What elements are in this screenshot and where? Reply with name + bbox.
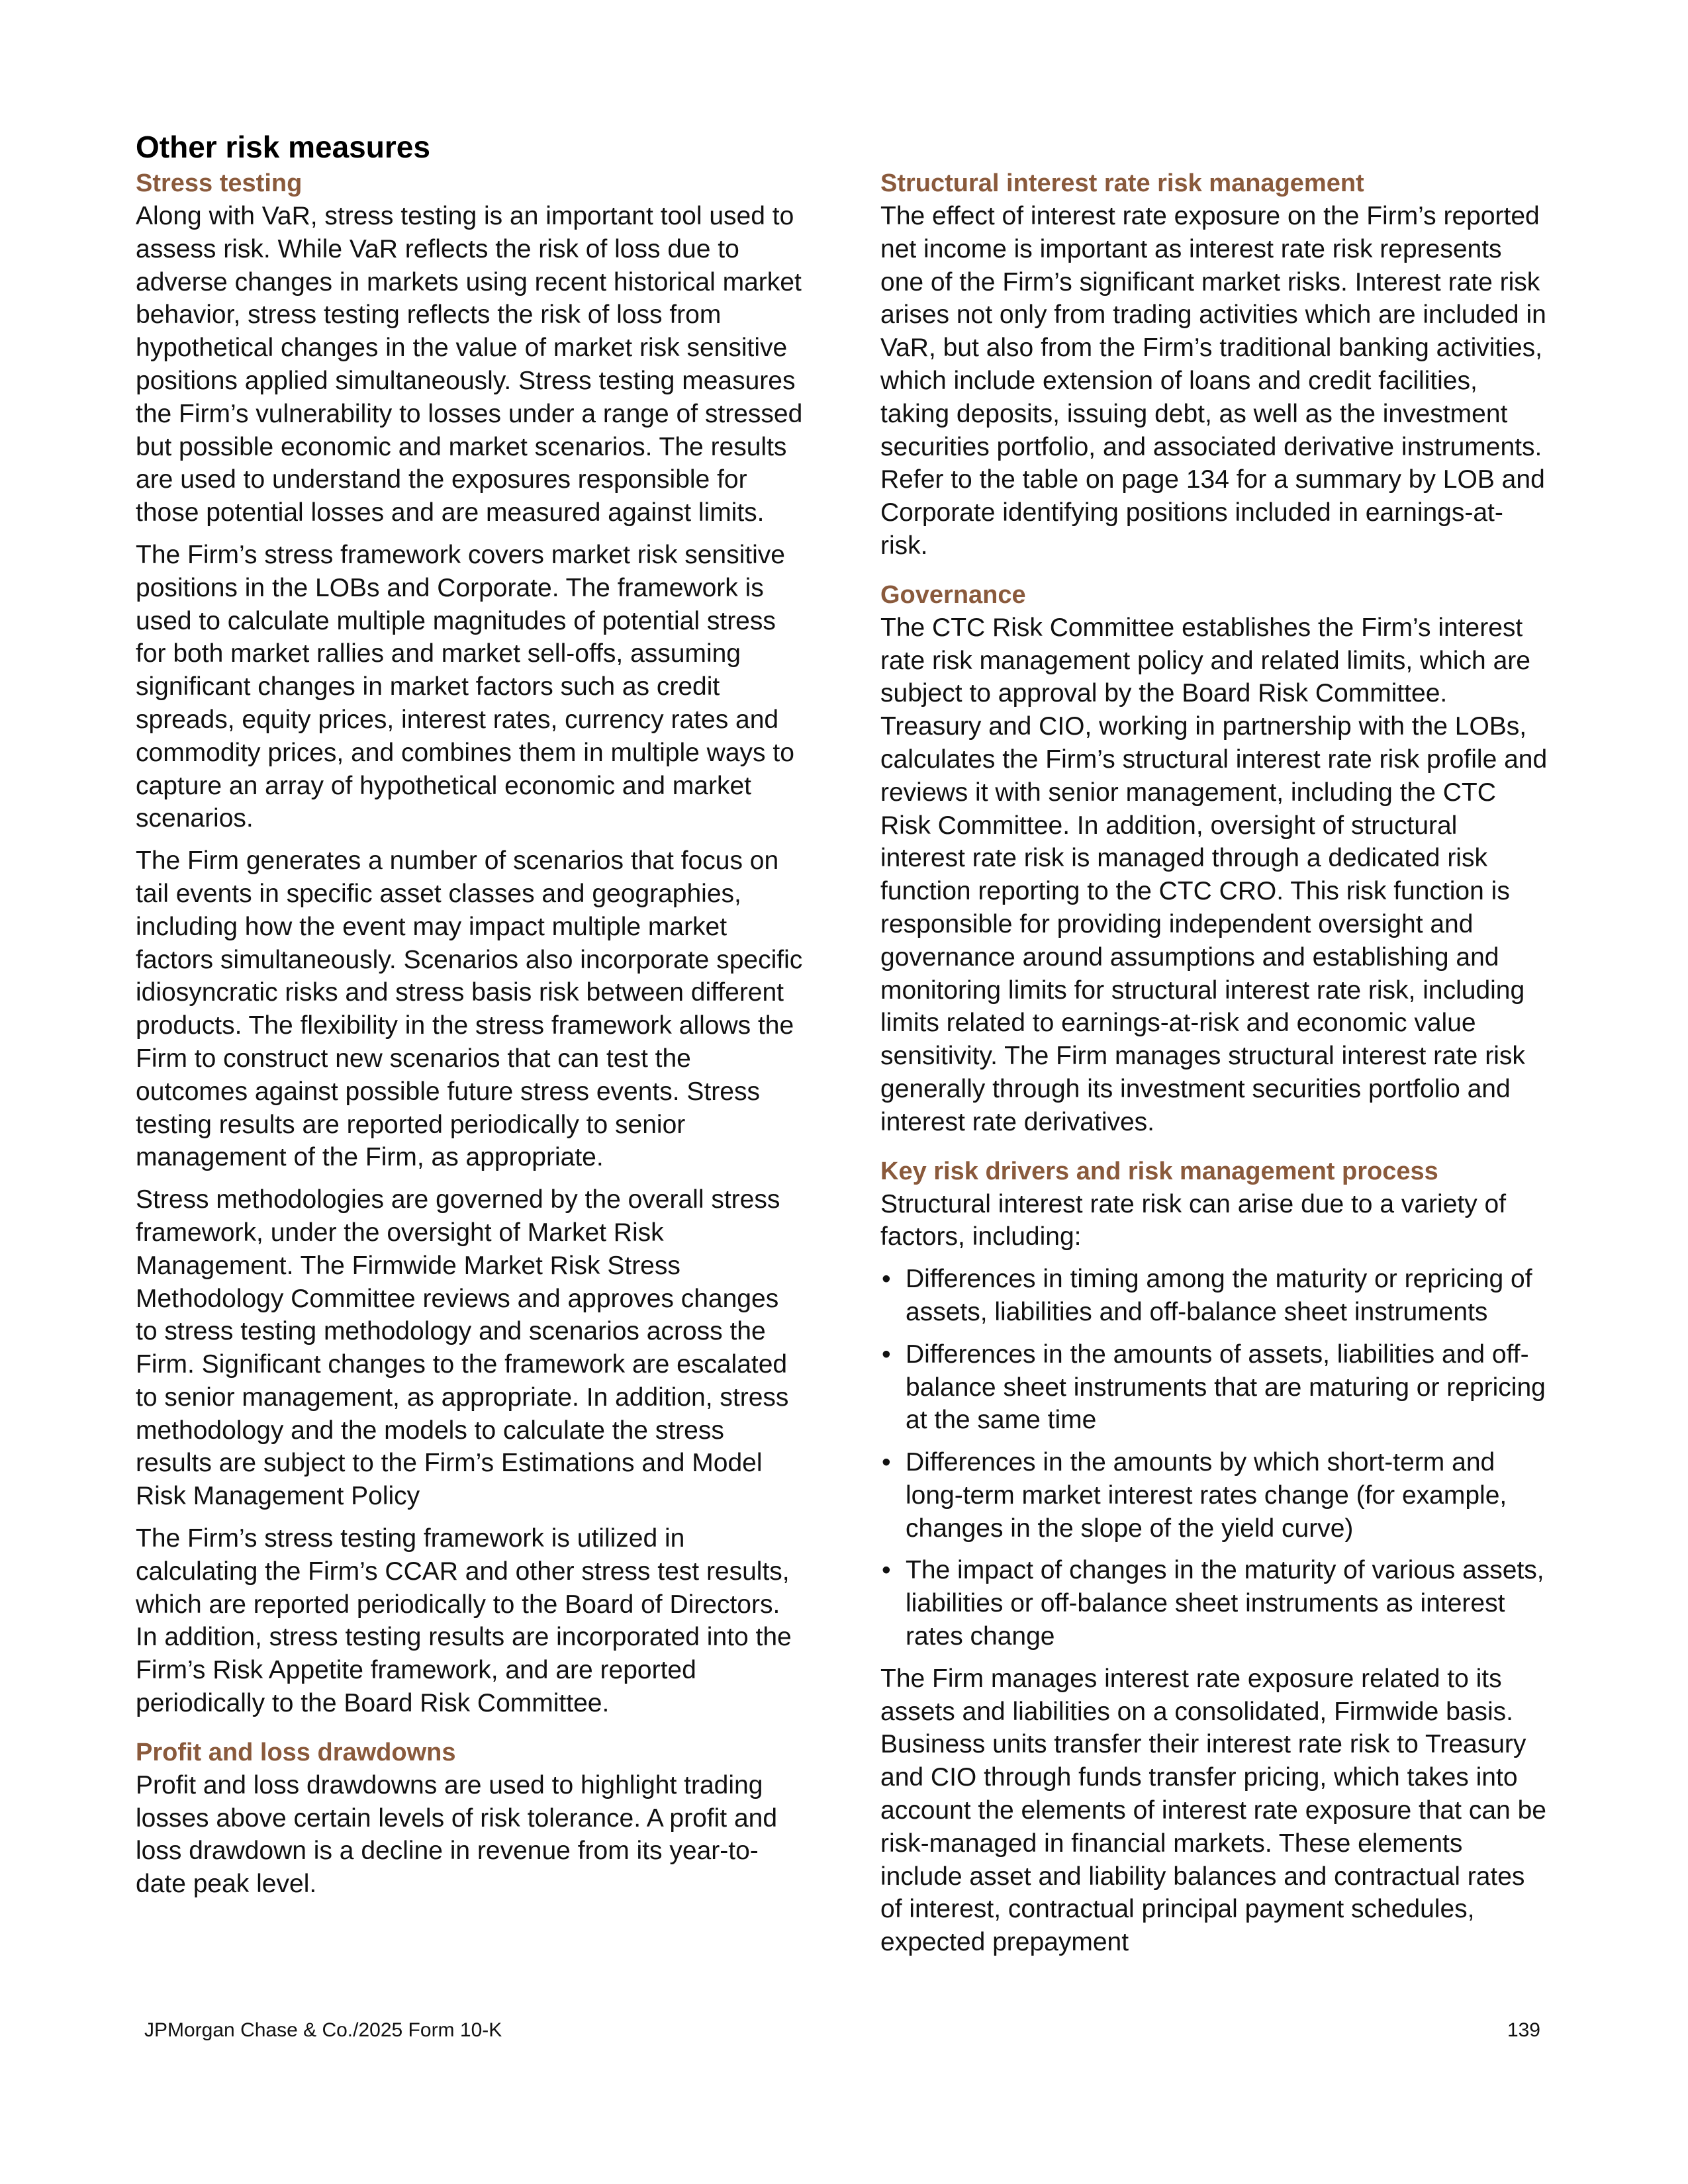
- section-heading-structural-interest-rate-risk: Structural interest rate risk management: [880, 169, 1364, 197]
- section-structural-interest-rate-risk: [880, 167, 1549, 563]
- bullet-icon: •: [882, 1448, 891, 1477]
- bullet-icon: •: [882, 1265, 891, 1294]
- list-item: [880, 1446, 1549, 1545]
- paragraph: Along with VaR, stress testing is an important tool used to assess risk. While VaR reflects the risk of loss due to adverse changes in markets using recent historical market behavior, stress testing reflects the risk of loss from hypothetical changes in the value of market risk sensitive positions applied simultaneously. Stress testing measures the Firm’s vulnerability to losses under a range of stressed but possible economic and market scenarios. The results are used to understand the exposures responsible for those potential losses and are measured against limits.: [136, 202, 803, 527]
- list-item-text: Differences in the amounts by which short-term and long-term market interest rates change (for example, changes in the slope of the yield curve): [906, 1448, 1507, 1543]
- section-heading-stress-testing: Stress testing: [136, 169, 303, 197]
- list-item-text: Differences in timing among the maturity or repricing of assets, liabilities and off-balance sheet instruments: [906, 1265, 1532, 1326]
- section-profit-loss-drawdowns: [136, 1736, 804, 1901]
- list-item-text: The impact of changes in the maturity of various assets, liabilities or off-balance sheet instruments as interest rates change: [906, 1556, 1544, 1651]
- bullet-icon: •: [882, 1556, 891, 1585]
- section-stress-testing: [136, 167, 804, 1720]
- section-heading-governance: Governance: [880, 580, 1026, 609]
- paragraph: The Firm generates a number of scenarios that focus on tail events in specific asset classes and geographies, including how the event may impact multiple market factors simultaneously. Scenarios also incorporate specific idiosyncratic risks and stress basis risk between different products. The flexibility in the stress framework allows the Firm to construct new scenarios that can test the outcomes against possible future stress events. Stress testing results are reported periodically to senior management of the Firm, as appropriate.: [136, 846, 803, 1172]
- paragraph: Stress methodologies are governed by the overall stress framework, under the oversight of Market Risk Management. The Firmwide Market Risk Stress Methodology Committee reviews and approves changes to stress testing methodology and scenarios across the Firm. Significant changes to the framework are escalated to senior management, as appropriate. In addition, stress methodology and the models to calculate the stress results are subject to the Firm’s Estimations and Model Risk Management Policy: [136, 1185, 789, 1511]
- paragraph: The CTC Risk Committee establishes the Firm’s interest rate risk management policy and related limits, which are subject to approval by the Board Risk Committee. Treasury and CIO, working in partnership with the LOBs, calculates the Firm’s structural interest rate risk profile and reviews it with senior management, including the CTC Risk Committee. In addition, oversight of structural interest rate risk is managed through a dedicated risk function reporting to the CTC CRO. This risk function is responsible for providing independent oversight and governance around assumptions and establishing and monitoring limits for structural interest rate risk, including limits related to earnings-at-risk and economic value sensitivity. The Firm manages structural interest rate risk generally through its investment securities portfolio and interest rate derivatives.: [880, 613, 1548, 1136]
- paragraph: The Firm’s stress testing framework is utilized in calculating the Firm’s CCAR and other stress test results, which are reported periodically to the Board of Directors. In addition, stress testing results are incorporated into the Firm’s Risk Appetite framework, and are reported periodically to the Board Risk Committee.: [136, 1524, 792, 1718]
- left-column: [136, 167, 804, 1910]
- footer-page-number: 139: [1507, 2019, 1540, 2041]
- list-item: [880, 1554, 1549, 1653]
- bullet-icon: •: [882, 1340, 891, 1369]
- section-heading-key-risk-drivers: Key risk drivers and risk management process: [880, 1157, 1438, 1185]
- paragraph: Profit and loss drawdowns are used to highlight trading losses above certain levels of risk tolerance. A profit and loss drawdown is a decline in revenue from its year-to-date peak level.: [136, 1770, 778, 1899]
- list-item: [880, 1338, 1549, 1437]
- list-item-text: Differences in the amounts of assets, liabilities and off-balance sheet instruments that are maturing or repricing at the same time: [906, 1340, 1546, 1435]
- section-key-risk-drivers: [880, 1155, 1549, 1960]
- paragraph: Structural interest rate risk can arise due to a variety of factors, including:: [880, 1189, 1507, 1251]
- section-heading-profit-loss-drawdowns: Profit and loss drawdowns: [136, 1738, 456, 1766]
- right-column: [880, 167, 1549, 1968]
- paragraph: The Firm manages interest rate exposure related to its assets and liabilities on a consolidated, Firmwide basis. Business units transfer their interest rate risk to Treasury and CIO through funds transfer pricing, which takes into account the elements of interest rate exposure that can be risk-managed in financial markets. These elements include asset and liability balances and contractual rates of interest, contractual principal payment schedules, expected prepayment: [880, 1664, 1546, 1957]
- list-item: [880, 1263, 1549, 1329]
- bullet-list: [880, 1263, 1549, 1653]
- footer-document-title: JPMorgan Chase & Co./2025 Form 10-K: [144, 2019, 502, 2041]
- paragraph: The Firm’s stress framework covers market risk sensitive positions in the LOBs and Corporate. The framework is used to calculate multiple magnitudes of potential stress for both market rallies and market sell-offs, assuming significant changes in market factors such as credit spreads, equity prices, interest rates, currency rates and commodity prices, and combines them in multiple ways to capture an array of hypothetical economic and market scenarios.: [136, 540, 794, 833]
- paragraph: The effect of interest rate exposure on the Firm’s reported net income is important as interest rate risk represents one of the Firm’s significant market risks. Interest rate risk arises not only from trading activities which are included in VaR, but also from the Firm’s traditional banking activities, which include extension of loans and credit facilities, taking deposits, issuing debt, as well as the investment securities portfolio, and associated derivative instruments. Refer to the table on page 134 for a summary by LOB and Corporate identifying positions included in earnings-at-risk.: [880, 202, 1546, 560]
- section-governance: [880, 578, 1549, 1139]
- page-title: Other risk measures: [136, 130, 430, 164]
